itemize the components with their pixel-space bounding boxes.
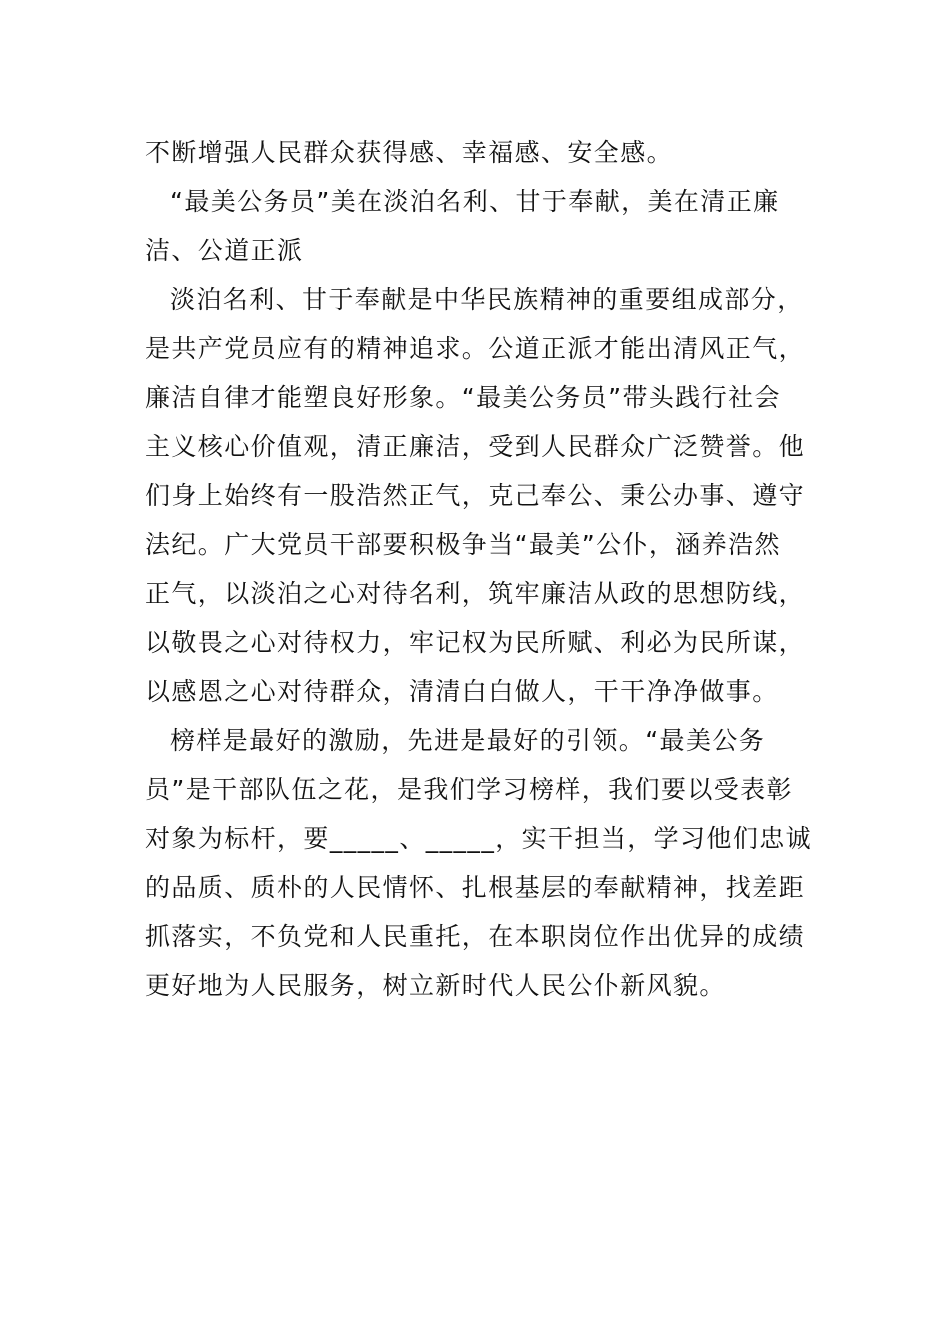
text-line: 以敬畏之心对待权力，牢记权为民所赋、利必为民所谋， [145,628,806,657]
fill-in-line [145,814,815,863]
text-line: 主义核心价值观，清正廉洁，受到人民群众广泛赞誉。他 [145,432,806,461]
text-line: 以感恩之心对待群众，清清白白做人，干干净净做事。 [145,677,779,706]
text-line: 不断增强人民群众获得感、幸福感、安全感。 [145,138,674,167]
section-heading-line: 洁、公道正派 [145,236,304,265]
text-line: 正气，以淡泊之心对待名利，筑牢廉洁从政的思想防线， [145,579,806,608]
text-line: 榜样是最好的激励，先进是最好的引领。“最美公务 [170,726,766,755]
document-body [145,128,815,1010]
text-line: 员”是干部队伍之花，是我们学习榜样，我们要以受表彰 [145,775,793,804]
text-line: 是共产党员应有的精神追求。公道正派才能出清风正气， [145,334,806,363]
fill-in-text-before: 对象为标杆，要 [145,824,330,853]
fill-in-separator: 、 [399,824,426,853]
text-line: 抓落实，不负党和人民重托，在本职岗位作出优异的成绩 [145,922,806,951]
text-line: 更好地为人民服务，树立新时代人民公仆新风貌。 [145,971,726,1000]
text-line: 淡泊名利、甘于奉献是中华民族精神的重要组成部分， [170,285,804,314]
section-heading-line: “最美公务员”美在淡泊名利、甘于奉献，美在清正廉 [170,187,780,216]
text-line: 法纪。广大党员干部要积极争当“最美”公仆，涵养浩然 [145,530,781,559]
text-line: 们身上始终有一股浩然正气，克己奉公、秉公办事、遵守 [145,481,806,510]
fill-in-text-after: ，实干担当，学习他们忠诚 [495,824,813,853]
text-line: 的品质、质朴的人民情怀、扎根基层的奉献精神，找差距 [145,873,806,902]
fill-in-blank: _____ [425,824,496,853]
fill-in-blank: _____ [329,824,400,853]
text-line: 廉洁自律才能塑良好形象。“最美公务员”带头践行社会 [145,383,781,412]
